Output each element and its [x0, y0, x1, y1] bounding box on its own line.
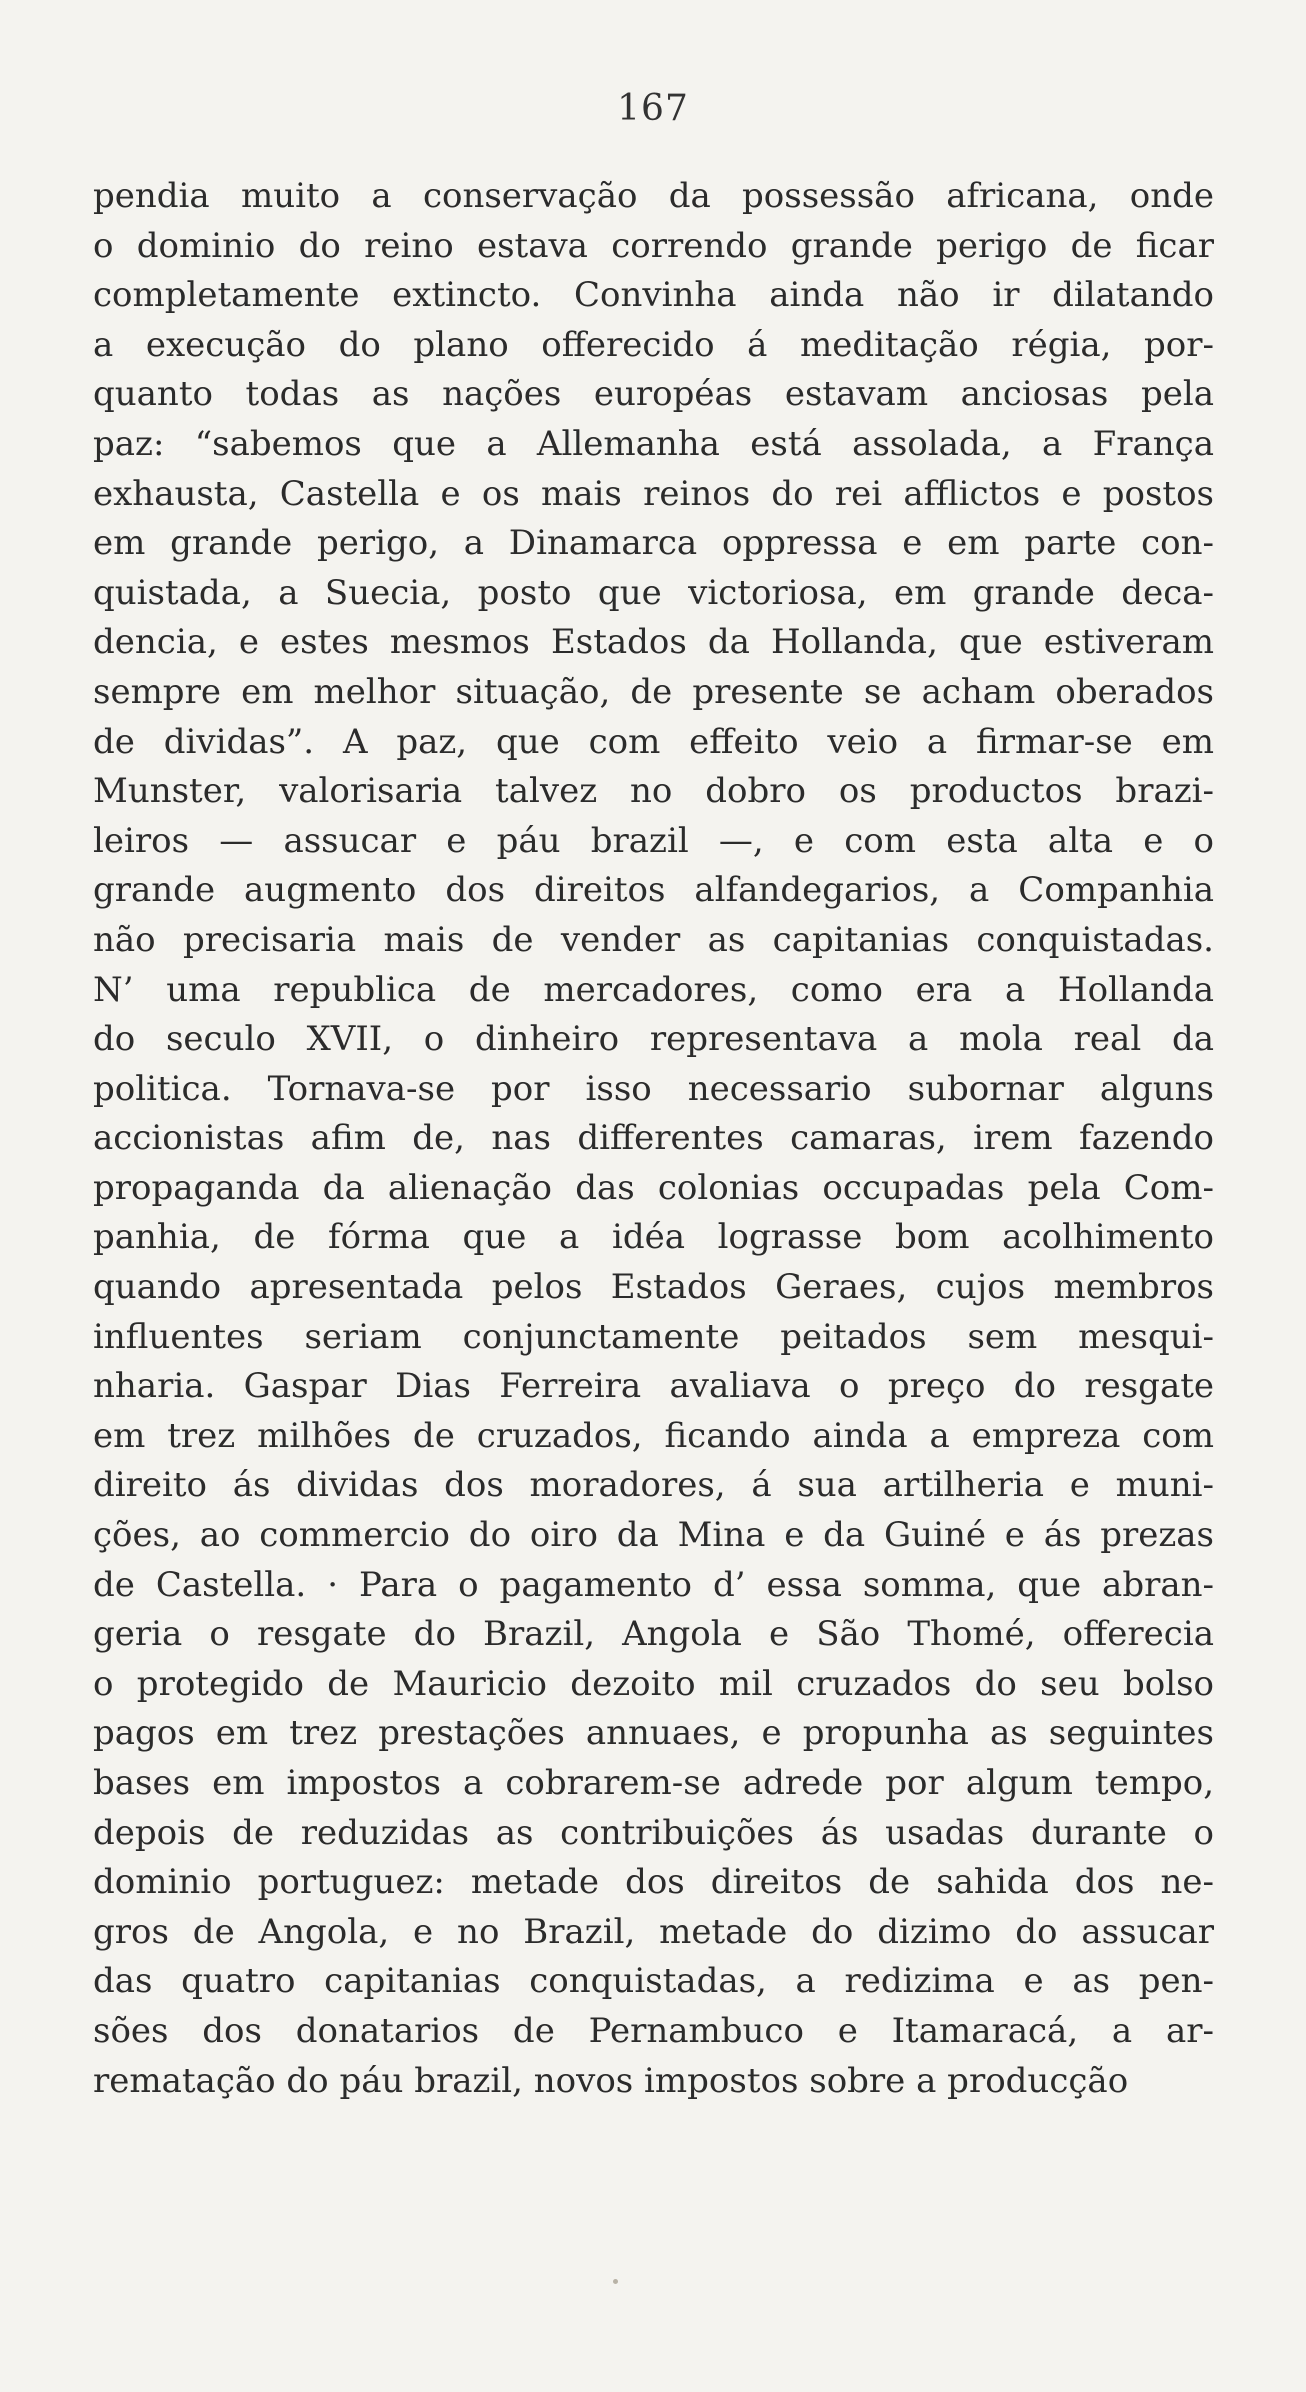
text-line: N’ uma republica de mercadores, como era a Hollanda: [93, 969, 1214, 1010]
body-text: [93, 172, 1214, 2106]
page-number: 167: [617, 88, 689, 129]
text-line: das quatro capitanias conquistadas, a redizima e as pen-: [93, 1961, 1214, 2002]
text-line: dencia, e estes mesmos Estados da Hollanda, que estiveram: [93, 622, 1214, 663]
print-speck: [613, 2279, 618, 2284]
text-line: sões dos donatarios de Pernambuco e Itamaracá, a ar-: [93, 2010, 1214, 2051]
text-line: de Castella. · Para o pagamento d’ essa somma, que abran-: [93, 1564, 1214, 1605]
text-line: a execução do plano offerecido á meditação régia, por-: [93, 324, 1214, 365]
text-line: accionistas afim de, nas differentes camaras, irem fazendo: [93, 1118, 1214, 1159]
text-line: geria o resgate do Brazil, Angola e São Thomé, offerecia: [93, 1614, 1214, 1655]
text-line: em grande perigo, a Dinamarca oppressa e em parte con-: [93, 523, 1214, 564]
text-line: grande augmento dos direitos alfandegarios, a Companhia: [93, 870, 1214, 911]
text-line: propaganda da alienação das colonias occupadas pela Com-: [93, 1167, 1214, 1208]
text-line: depois de reduzidas as contribuições ás usadas durante o: [93, 1812, 1214, 1853]
text-line: nharia. Gaspar Dias Ferreira avaliava o preço do resgate: [93, 1366, 1214, 1407]
text-line: dominio portuguez: metade dos direitos de sahida dos ne-: [93, 1862, 1214, 1903]
text-line: do seculo XVII, o dinheiro representava a mola real da: [93, 1019, 1214, 1060]
text-line: influentes seriam conjunctamente peitados sem mesqui-: [93, 1316, 1214, 1357]
text-line: pendia muito a conservação da possessão africana, onde: [93, 176, 1214, 216]
text-line: em trez milhões de cruzados, ficando ainda a empreza com: [93, 1415, 1214, 1456]
text-line: o protegido de Mauricio dezoito mil cruzados do seu bolso: [93, 1663, 1214, 1704]
text-line: paz: “sabemos que a Allemanha está assolada, a França: [93, 423, 1214, 464]
text-line: direito ás dividas dos moradores, á sua artilheria e muni-: [93, 1465, 1214, 1506]
text-line: leiros — assucar e páu brazil —, e com esta alta e o: [93, 820, 1214, 861]
text-line: ções, ao commercio do oiro da Mina e da Guiné e ás prezas: [93, 1515, 1214, 1556]
text-line: quando apresentada pelos Estados Geraes, cujos membros: [93, 1267, 1214, 1308]
text-line: panhia, de fórma que a idéa lograsse bom acolhimento: [93, 1217, 1214, 1258]
text-line: gros de Angola, e no Brazil, metade do dizimo do assucar: [93, 1911, 1214, 1952]
text-line: rematação do páu brazil, novos impostos sobre a producção: [93, 2060, 1129, 2101]
text-line: quistada, a Suecia, posto que victoriosa, em grande deca-: [93, 572, 1214, 613]
text-line: pagos em trez prestações annuaes, e propunha as seguintes: [93, 1713, 1214, 1754]
text-line: bases em impostos a cobrarem-se adrede por algum tempo,: [93, 1763, 1214, 1803]
text-line: quanto todas as nações européas estavam anciosas pela: [93, 374, 1214, 415]
text-line: não precisaria mais de vender as capitanias conquistadas.: [93, 919, 1214, 960]
text-line: de dividas”. A paz, que com effeito veio a firmar-se em: [93, 721, 1214, 762]
text-line: sempre em melhor situação, de presente se acham oberados: [93, 671, 1214, 712]
text-line: politica. Tornava-se por isso necessario subornar alguns: [93, 1068, 1214, 1109]
text-line: completamente extincto. Convinha ainda não ir dilatando: [93, 275, 1214, 316]
text-line: o dominio do reino estava correndo grande perigo de ficar: [93, 225, 1214, 266]
text-line: exhausta, Castella e os mais reinos do rei afflictos e postos: [93, 473, 1214, 514]
text-line: Munster, valorisaria talvez no dobro os productos brazi-: [93, 771, 1214, 812]
